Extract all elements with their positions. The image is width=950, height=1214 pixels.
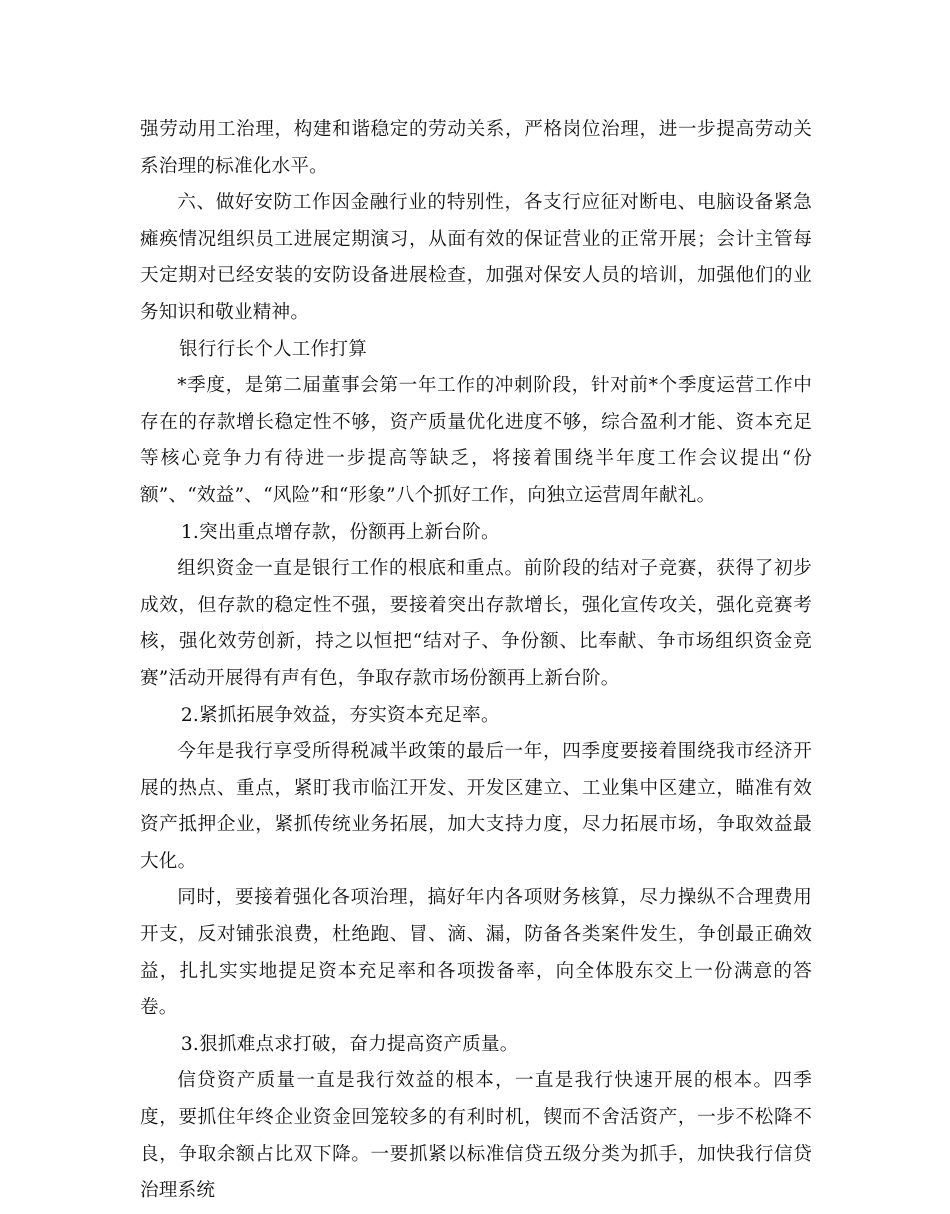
subheading-deposits: 1.突出重点增存款，份额再上新台阶。: [180, 521, 500, 543]
paragraph-security-work: 六、做好安防工作因金融行业的特别性，各支行应征对断电、电脑设备紧急瘫痪情况组织员工进展定期演习，从面有效的保证营业的正常开展；会计主管每天定期对已经安装的安防设备进展检查，加强对保安人员的培训，加强他们的业务知识和敬业精神。: [140, 192, 812, 323]
subheading-efficiency: 2.紧抓拓展争效益，夯实资本充足率。: [180, 704, 500, 726]
paragraph-efficiency: 今年是我行享受所得税减半政策的最后一年，四季度要接着围绕我市经济开展的热点、重点，紧盯我市临江开发、开发区建立、工业集中区建立，瞄准有效资产抵押企业，紧抓传统业务拓展，加大支持力度，尽力拓展市场，争取效益最大化。: [140, 741, 812, 872]
section-heading: 银行行长个人工作打算: [179, 338, 367, 360]
paragraph-continuation: 强劳动用工治理，构建和谐稳定的劳动关系，严格岗位治理，进一步提高劳动关系治理的标准化水平。: [140, 119, 812, 177]
document-body: [140, 112, 812, 1210]
paragraph-management: 同时，要接着强化各项治理，搞好年内各项财务核算，尽力操纵不合理费用开支，反对铺张浪费，杜绝跑、冒、滴、漏，防备各类案件发生，争创最正确效益，扎扎实实地提足资本充足率和各项拨备率，向全体股东交上一份满意的答卷。: [140, 887, 812, 1019]
paragraph-quarter-plan: *季度，是第二届董事会第一年工作的冲刺阶段，针对前*个季度运营工作中存在的存款增长稳定性不够，资产质量优化进度不够，综合盈利才能、资本充足等核心竞争力有待进一步提高等缺乏，将接着围绕半年度工作会议提出“份额”、“效益”、“风险”和“形象”八个抓好工作，向独立运营周年献礼。: [140, 375, 812, 506]
subheading-asset-quality: 3.狠抓难点求打破，奋力提高资产质量。: [180, 1033, 519, 1055]
paragraph-deposits: 组织资金一直是银行工作的根底和重点。前阶段的结对子竞赛，获得了初步成效，但存款的稳定性不强，要接着突出存款增长，强化宣传攻关，强化竞赛考核，强化效劳创新，持之以恒把“结对子、争份额、比奉献、争市场组织资金竞赛”活动开展得有声有色，争取存款市场份额再上新台阶。: [140, 558, 812, 689]
paragraph-asset-quality: 信贷资产质量一直是我行效益的根本，一直是我行快速开展的根本。四季度，要抓住年终企业资金回笼较多的有利时机，锲而不舍活资产，一步不松降不良，争取余额占比双下降。一要抓紧以标准信贷五级分类为抓手，加快我行信贷治理系统: [140, 1070, 812, 1202]
